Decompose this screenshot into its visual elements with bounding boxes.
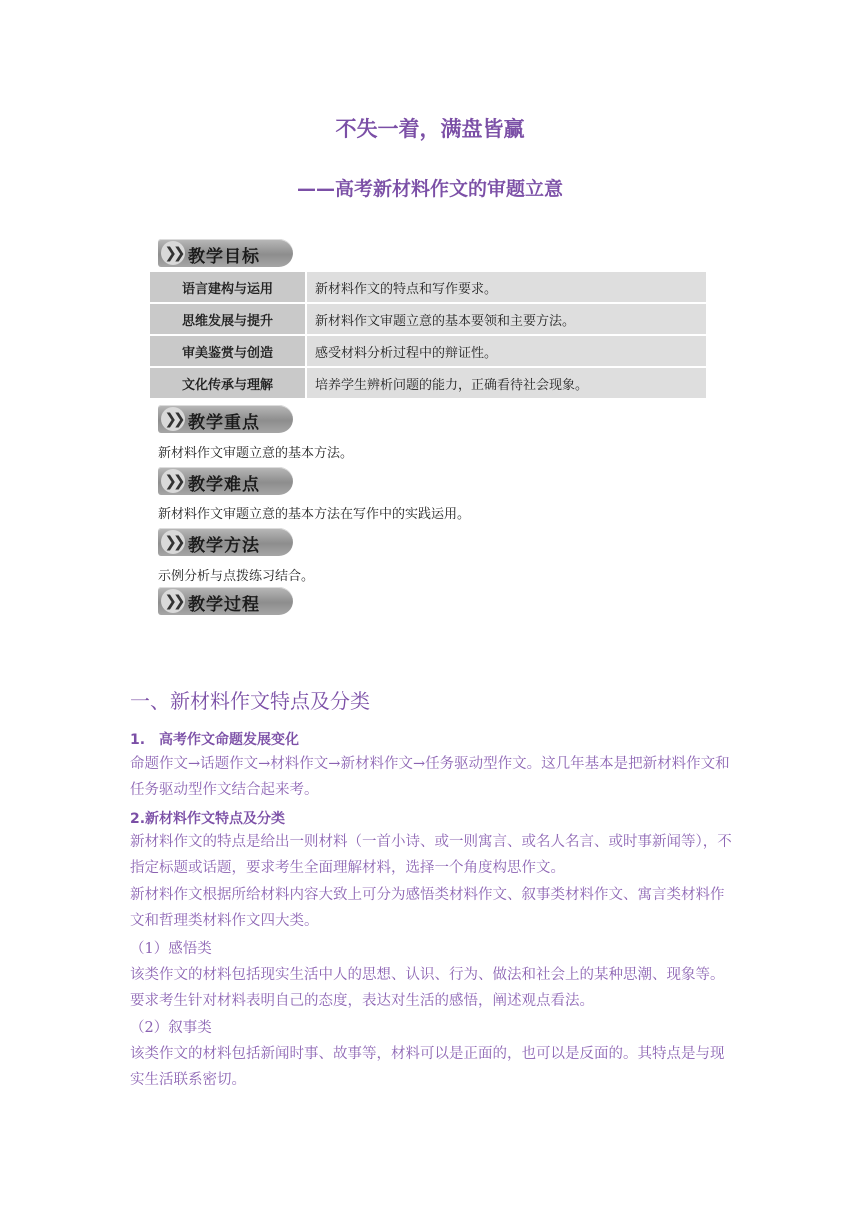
table-row bbox=[150, 272, 706, 303]
table-row bbox=[150, 367, 706, 399]
subsection-heading: 2.新材料作文特点及分类 bbox=[130, 811, 286, 827]
banner-label: 教学难点 bbox=[188, 475, 260, 495]
category-label: （2）叙事类 bbox=[130, 1020, 212, 1036]
table-cell-value: 感受材料分析过程中的辩证性。 bbox=[306, 335, 706, 367]
subsection-heading: 1. 高考作文命题发展变化 bbox=[130, 732, 300, 748]
banner-teaching-goals bbox=[158, 239, 293, 267]
banner-label: 教学方法 bbox=[188, 536, 260, 556]
key-points-text: 新材料作文审题立意的基本方法。 bbox=[158, 446, 354, 461]
paragraph: 命题作文→话题作文→材料作文→新材料作文→任务驱动型作文。这几年基本是把新材料作文和任务驱动型作文结合起来考。 bbox=[130, 756, 730, 798]
banner-label: 教学过程 bbox=[188, 595, 260, 615]
banner-key-points bbox=[158, 405, 293, 433]
section-heading: 一、新材料作文特点及分类 bbox=[130, 689, 370, 713]
double-chevron-icon: ❯❯ bbox=[161, 469, 185, 493]
paragraph: 新材料作文的特点是给出一则材料（一首小诗、或一则寓言、或名人名言、或时事新闻等），不指定标题或话题，要求考生全面理解材料，选择一个角度构思作文。 bbox=[130, 834, 732, 876]
methods-text: 示例分析与点拨练习结合。 bbox=[158, 569, 315, 584]
banner-process bbox=[158, 587, 293, 615]
goals-table bbox=[150, 272, 706, 400]
banner-difficulties bbox=[158, 467, 293, 495]
table-row bbox=[150, 303, 706, 335]
table-cell-value: 培养学生辨析问题的能力，正确看待社会现象。 bbox=[306, 367, 706, 399]
table-row bbox=[150, 335, 706, 367]
table-cell-value: 新材料作文审题立意的基本要领和主要方法。 bbox=[306, 303, 706, 335]
banner-label: 教学重点 bbox=[188, 413, 260, 433]
double-chevron-icon: ❯❯ bbox=[161, 241, 185, 265]
double-chevron-icon: ❯❯ bbox=[161, 530, 185, 554]
double-chevron-icon: ❯❯ bbox=[161, 407, 185, 431]
banner-methods bbox=[158, 528, 293, 556]
banner-label: 教学目标 bbox=[188, 247, 260, 267]
table-cell-key: 思维发展与提升 bbox=[150, 303, 306, 335]
document-title: 不失一着，满盘皆赢 bbox=[335, 117, 525, 141]
category-label: （1）感悟类 bbox=[130, 941, 212, 957]
paragraph: 新材料作文根据所给材料内容大致上可分为感悟类材料作文、叙事类材料作文、寓言类材料作文和哲理类材料作文四大类。 bbox=[130, 887, 725, 929]
table-cell-key: 语言建构与运用 bbox=[150, 272, 306, 303]
difficulties-text: 新材料作文审题立意的基本方法在写作中的实践运用。 bbox=[158, 507, 471, 522]
document-subtitle: ——高考新材料作文的审题立意 bbox=[296, 178, 563, 200]
double-chevron-icon: ❯❯ bbox=[161, 589, 185, 613]
paragraph: 该类作文的材料包括新闻时事、故事等，材料可以是正面的，也可以是反面的。其特点是与现实生活联系密切。 bbox=[130, 1046, 725, 1088]
paragraph: 该类作文的材料包括现实生活中人的思想、认识、行为、做法和社会上的某种思潮、现象等。要求考生针对材料表明自己的态度，表达对生活的感悟，阐述观点看法。 bbox=[130, 967, 725, 1009]
table-cell-value: 新材料作文的特点和写作要求。 bbox=[306, 272, 706, 303]
table-cell-key: 文化传承与理解 bbox=[150, 367, 306, 399]
table-cell-key: 审美鉴赏与创造 bbox=[150, 335, 306, 367]
